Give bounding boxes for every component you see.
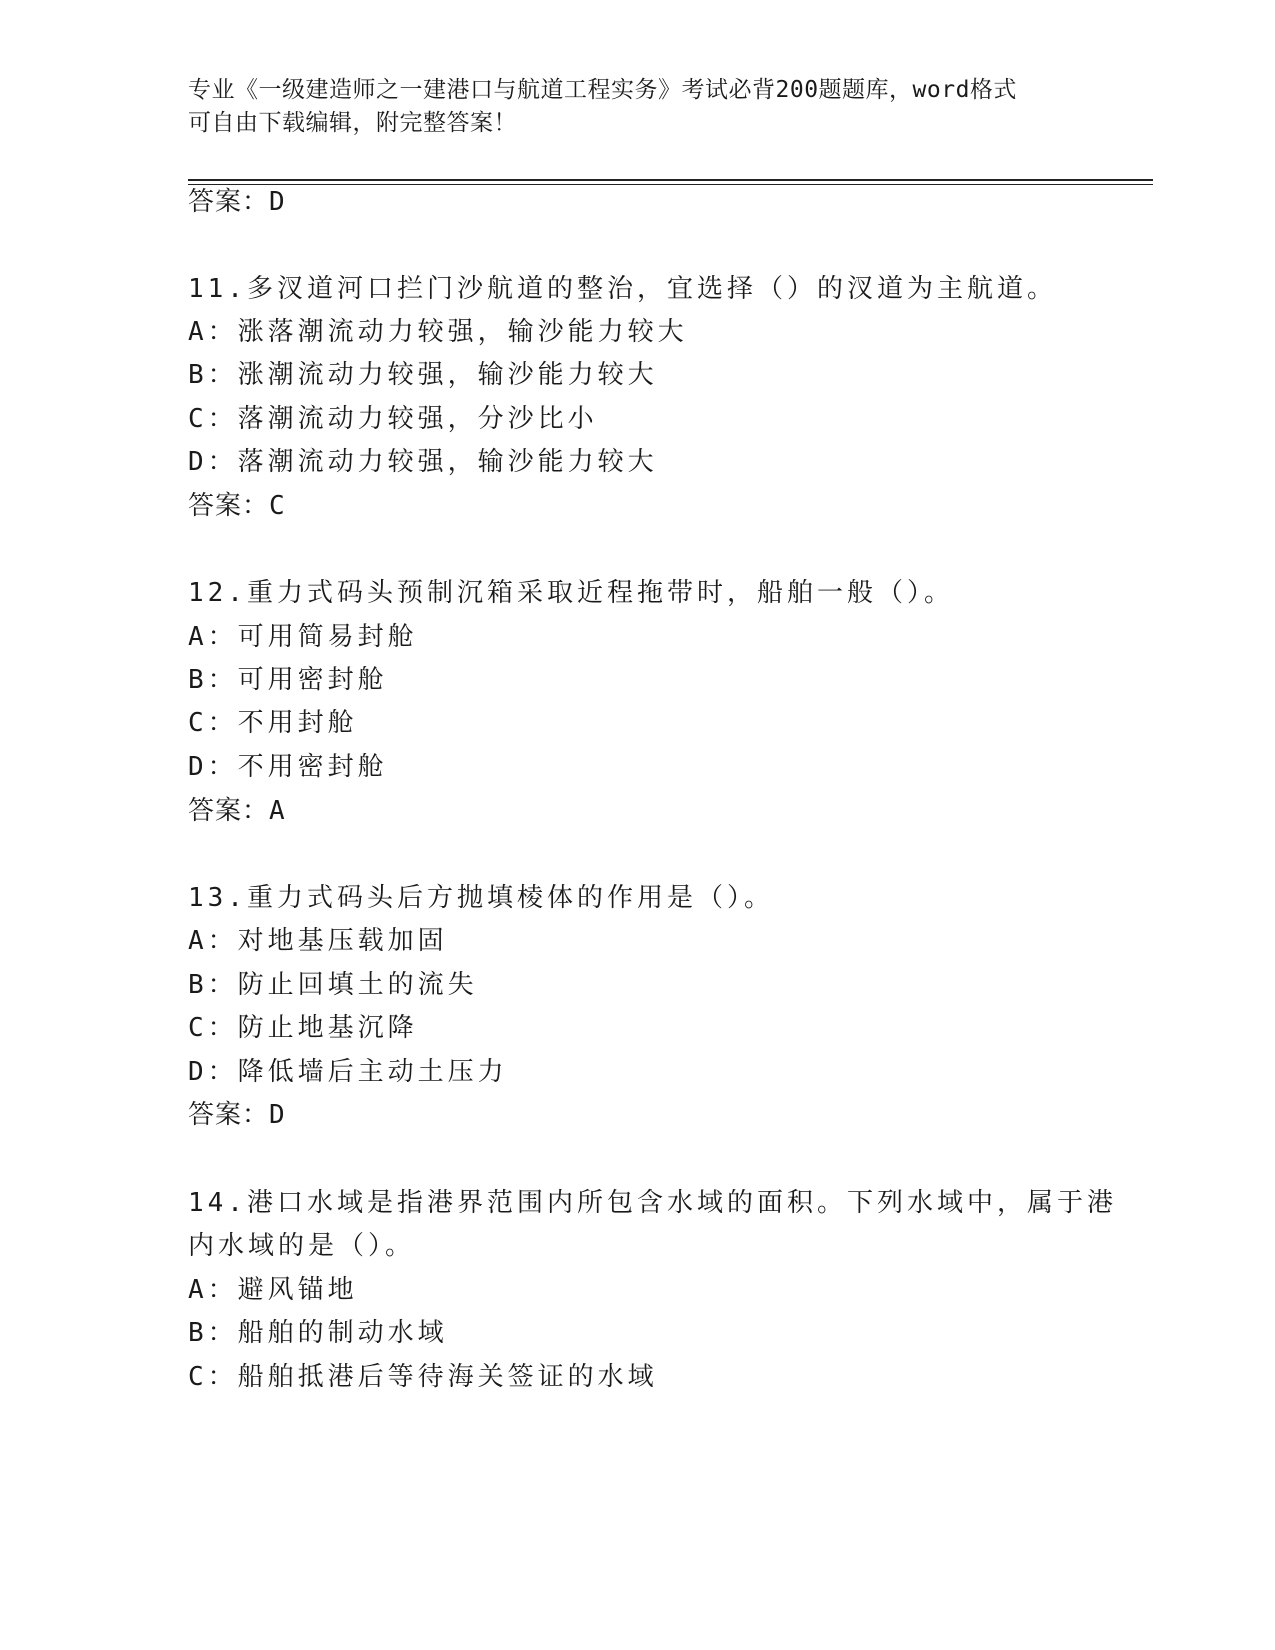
- question-12-option-d: D：不用密封舱: [188, 752, 388, 782]
- question-12-answer: 答案：A: [188, 796, 286, 826]
- header-divider-thin: [188, 184, 1153, 185]
- question-11-option-a: A：涨落潮流动力较强，输沙能力较大: [188, 317, 688, 347]
- question-13-stem: 13.重力式码头后方抛填棱体的作用是（）。: [188, 883, 774, 913]
- header-line-2: 可自由下载编辑，附完整答案！: [188, 110, 517, 136]
- question-13-answer: 答案：D: [188, 1100, 286, 1130]
- question-13-option-b: B：防止回填土的流失: [188, 970, 478, 1000]
- question-12-option-c: C：不用封舱: [188, 708, 358, 738]
- question-11-answer: 答案：C: [188, 491, 286, 521]
- question-14-option-a: A：避风锚地: [188, 1275, 358, 1305]
- question-11-stem: 11.多汊道河口拦门沙航道的整治，宜选择（）的汊道为主航道。: [188, 274, 1057, 304]
- header-divider-thick: [188, 179, 1153, 181]
- question-12-stem: 12.重力式码头预制沉箱采取近程拖带时，船舶一般（）。: [188, 578, 954, 608]
- question-11-option-c: C：落潮流动力较强，分沙比小: [188, 404, 598, 434]
- document-header: [188, 74, 1088, 140]
- question-13-option-d: D：降低墙后主动土压力: [188, 1057, 508, 1087]
- question-14-stem-line-2: 内水域的是（）。: [188, 1231, 416, 1261]
- question-14-option-c: C：船舶抵港后等待海关签证的水域: [188, 1362, 658, 1392]
- question-14-stem-line-1: 14.港口水域是指港界范围内所包含水域的面积。下列水域中，属于港: [188, 1188, 1117, 1218]
- question-11-option-d: D：落潮流动力较强，输沙能力较大: [188, 447, 658, 477]
- question-11-option-b: B：涨潮流动力较强，输沙能力较大: [188, 360, 658, 390]
- question-13-option-c: C：防止地基沉降: [188, 1013, 418, 1043]
- header-line-1: 专业《一级建造师之一建港口与航道工程实务》考试必背200题题库，word格式: [188, 77, 1017, 103]
- question-12-option-b: B：可用密封舱: [188, 665, 388, 695]
- previous-answer: 答案：D: [188, 187, 286, 217]
- question-12-option-a: A：可用简易封舱: [188, 622, 418, 652]
- question-14-option-b: B：船舶的制动水域: [188, 1318, 448, 1348]
- question-13-option-a: A：对地基压载加固: [188, 926, 448, 956]
